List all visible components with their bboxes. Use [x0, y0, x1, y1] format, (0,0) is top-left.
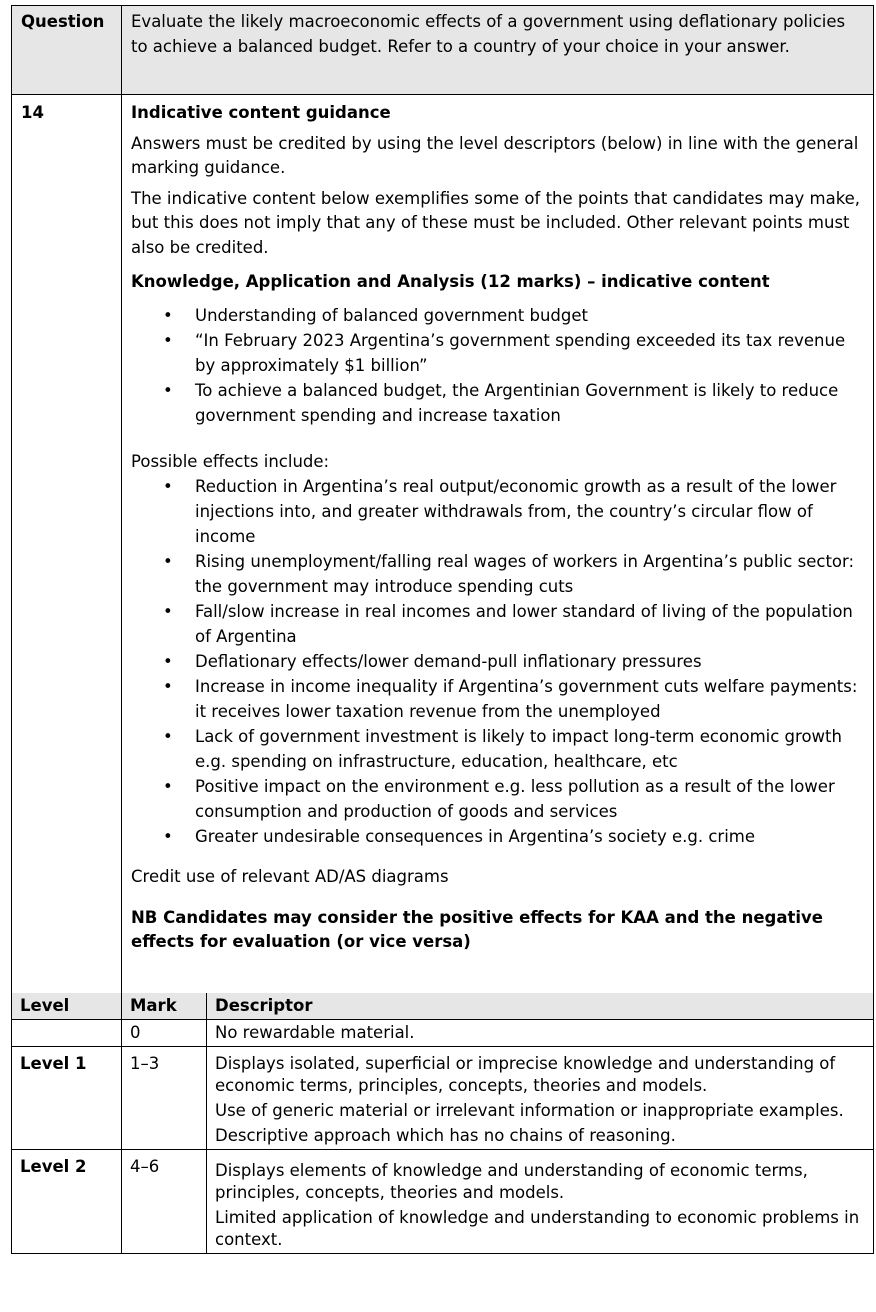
bullet-icon: •: [163, 602, 173, 621]
guidance-para-2: The indicative content below exemplifies some of the points that candidates may make, but this does not imply that any of these must be included. Other relevant points must also be credited.: [131, 188, 861, 257]
bullet-icon: •: [163, 652, 173, 671]
effect-bullet: • Deflationary effects/lower demand-pull inflationary pressures: [187, 649, 865, 674]
bullet-icon: •: [163, 330, 173, 350]
guidance-row: [12, 95, 874, 993]
guidance-cell: [122, 95, 874, 993]
effect-bullet: • Rising unemployment/falling real wages of workers in Argentina’s public sector: the government may introduce spending cuts: [187, 549, 865, 599]
question-row: [12, 6, 874, 95]
question-number: 14: [12, 95, 122, 993]
descriptor-cell: Displays elements of knowledge and understanding of economic terms, principles, concepts, theories and models. Limited application of knowledge and understanding to economic problems in context.: [207, 1149, 874, 1253]
level-table-header: [12, 993, 874, 1020]
kaa-bullet: • “In February 2023 Argentina’s government spending exceeded its tax revenue by approximately $1 billion”: [187, 328, 865, 378]
nb-note: NB Candidates may consider the positive effects for KAA and the negative effects for evaluation (or vice versa): [131, 907, 823, 951]
kaa-bullet: • To achieve a balanced budget, the Argentinian Government is likely to reduce government spending and increase taxation: [187, 378, 865, 428]
mark-cell: 1–3: [122, 1046, 207, 1149]
guidance-para-1: Answers must be credited by using the level descriptors (below) in line with the general marking guidance.: [131, 133, 859, 177]
header-mark: Mark: [122, 993, 207, 1020]
effect-bullet: • Greater undesirable consequences in Argentina’s society e.g. crime: [187, 824, 865, 849]
header-descriptor: Descriptor: [207, 993, 874, 1020]
mark-cell: 4–6: [122, 1149, 207, 1253]
effect-bullet: • Reduction in Argentina’s real output/economic growth as a result of the lower injections into, and greater withdrawals from, the country’s circular flow of income: [187, 474, 865, 549]
mark-scheme-document: [11, 5, 873, 1254]
effects-intro: Possible effects include:: [131, 451, 330, 471]
effect-bullet: • Fall/slow increase in real incomes and lower standard of living of the population of Argentina: [187, 599, 865, 649]
bullet-icon: •: [163, 380, 173, 400]
kaa-bullet: • Understanding of balanced government budget: [187, 303, 865, 328]
bullet-icon: •: [163, 677, 173, 696]
level-cell: Level 2: [12, 1149, 122, 1253]
effect-bullet: • Increase in income inequality if Argentina’s government cuts welfare payments: it receives lower taxation revenue from the unemployed: [187, 674, 865, 724]
descriptor-cell: No rewardable material.: [207, 1019, 874, 1046]
level-row-0: [12, 1019, 874, 1046]
effect-bullet: • Lack of government investment is likely to impact long-term economic growth e.g. spending on infrastructure, education, healthcare, etc: [187, 724, 865, 774]
bullet-icon: •: [163, 777, 173, 796]
level-descriptor-table: [11, 993, 874, 1254]
level-row-2: [12, 1149, 874, 1253]
bullet-icon: •: [163, 477, 173, 496]
guidance-heading: Indicative content guidance: [131, 103, 391, 122]
level-cell: Level 1: [12, 1046, 122, 1149]
bullet-icon: •: [163, 305, 173, 325]
bullet-icon: •: [163, 727, 173, 746]
effects-bullet-list: [131, 474, 865, 849]
kaa-heading: Knowledge, Application and Analysis (12 marks) – indicative content: [131, 272, 770, 291]
question-table: [11, 5, 874, 993]
bullet-icon: •: [163, 552, 173, 571]
level-row-1: [12, 1046, 874, 1149]
header-level: Level: [12, 993, 122, 1020]
credit-note: Credit use of relevant AD/AS diagrams: [131, 867, 449, 886]
question-text: Evaluate the likely macroeconomic effects of a government using deflationary policies to achieve a balanced budget. Refer to a country of your choice in your answer.: [122, 6, 874, 95]
descriptor-cell: Displays isolated, superficial or imprecise knowledge and understanding of economic terms, principles, concepts, theories and models. Use of generic material or irrelevant information or inappropriate examples. Descriptive approach which has no chains of reasoning.: [207, 1046, 874, 1149]
mark-cell: 0: [122, 1019, 207, 1046]
question-label: Question: [12, 6, 122, 95]
bullet-icon: •: [163, 827, 173, 846]
kaa-bullet-list: [131, 303, 865, 428]
effect-bullet: • Positive impact on the environment e.g. less pollution as a result of the lower consumption and production of goods and services: [187, 774, 865, 824]
level-cell: [12, 1019, 122, 1046]
